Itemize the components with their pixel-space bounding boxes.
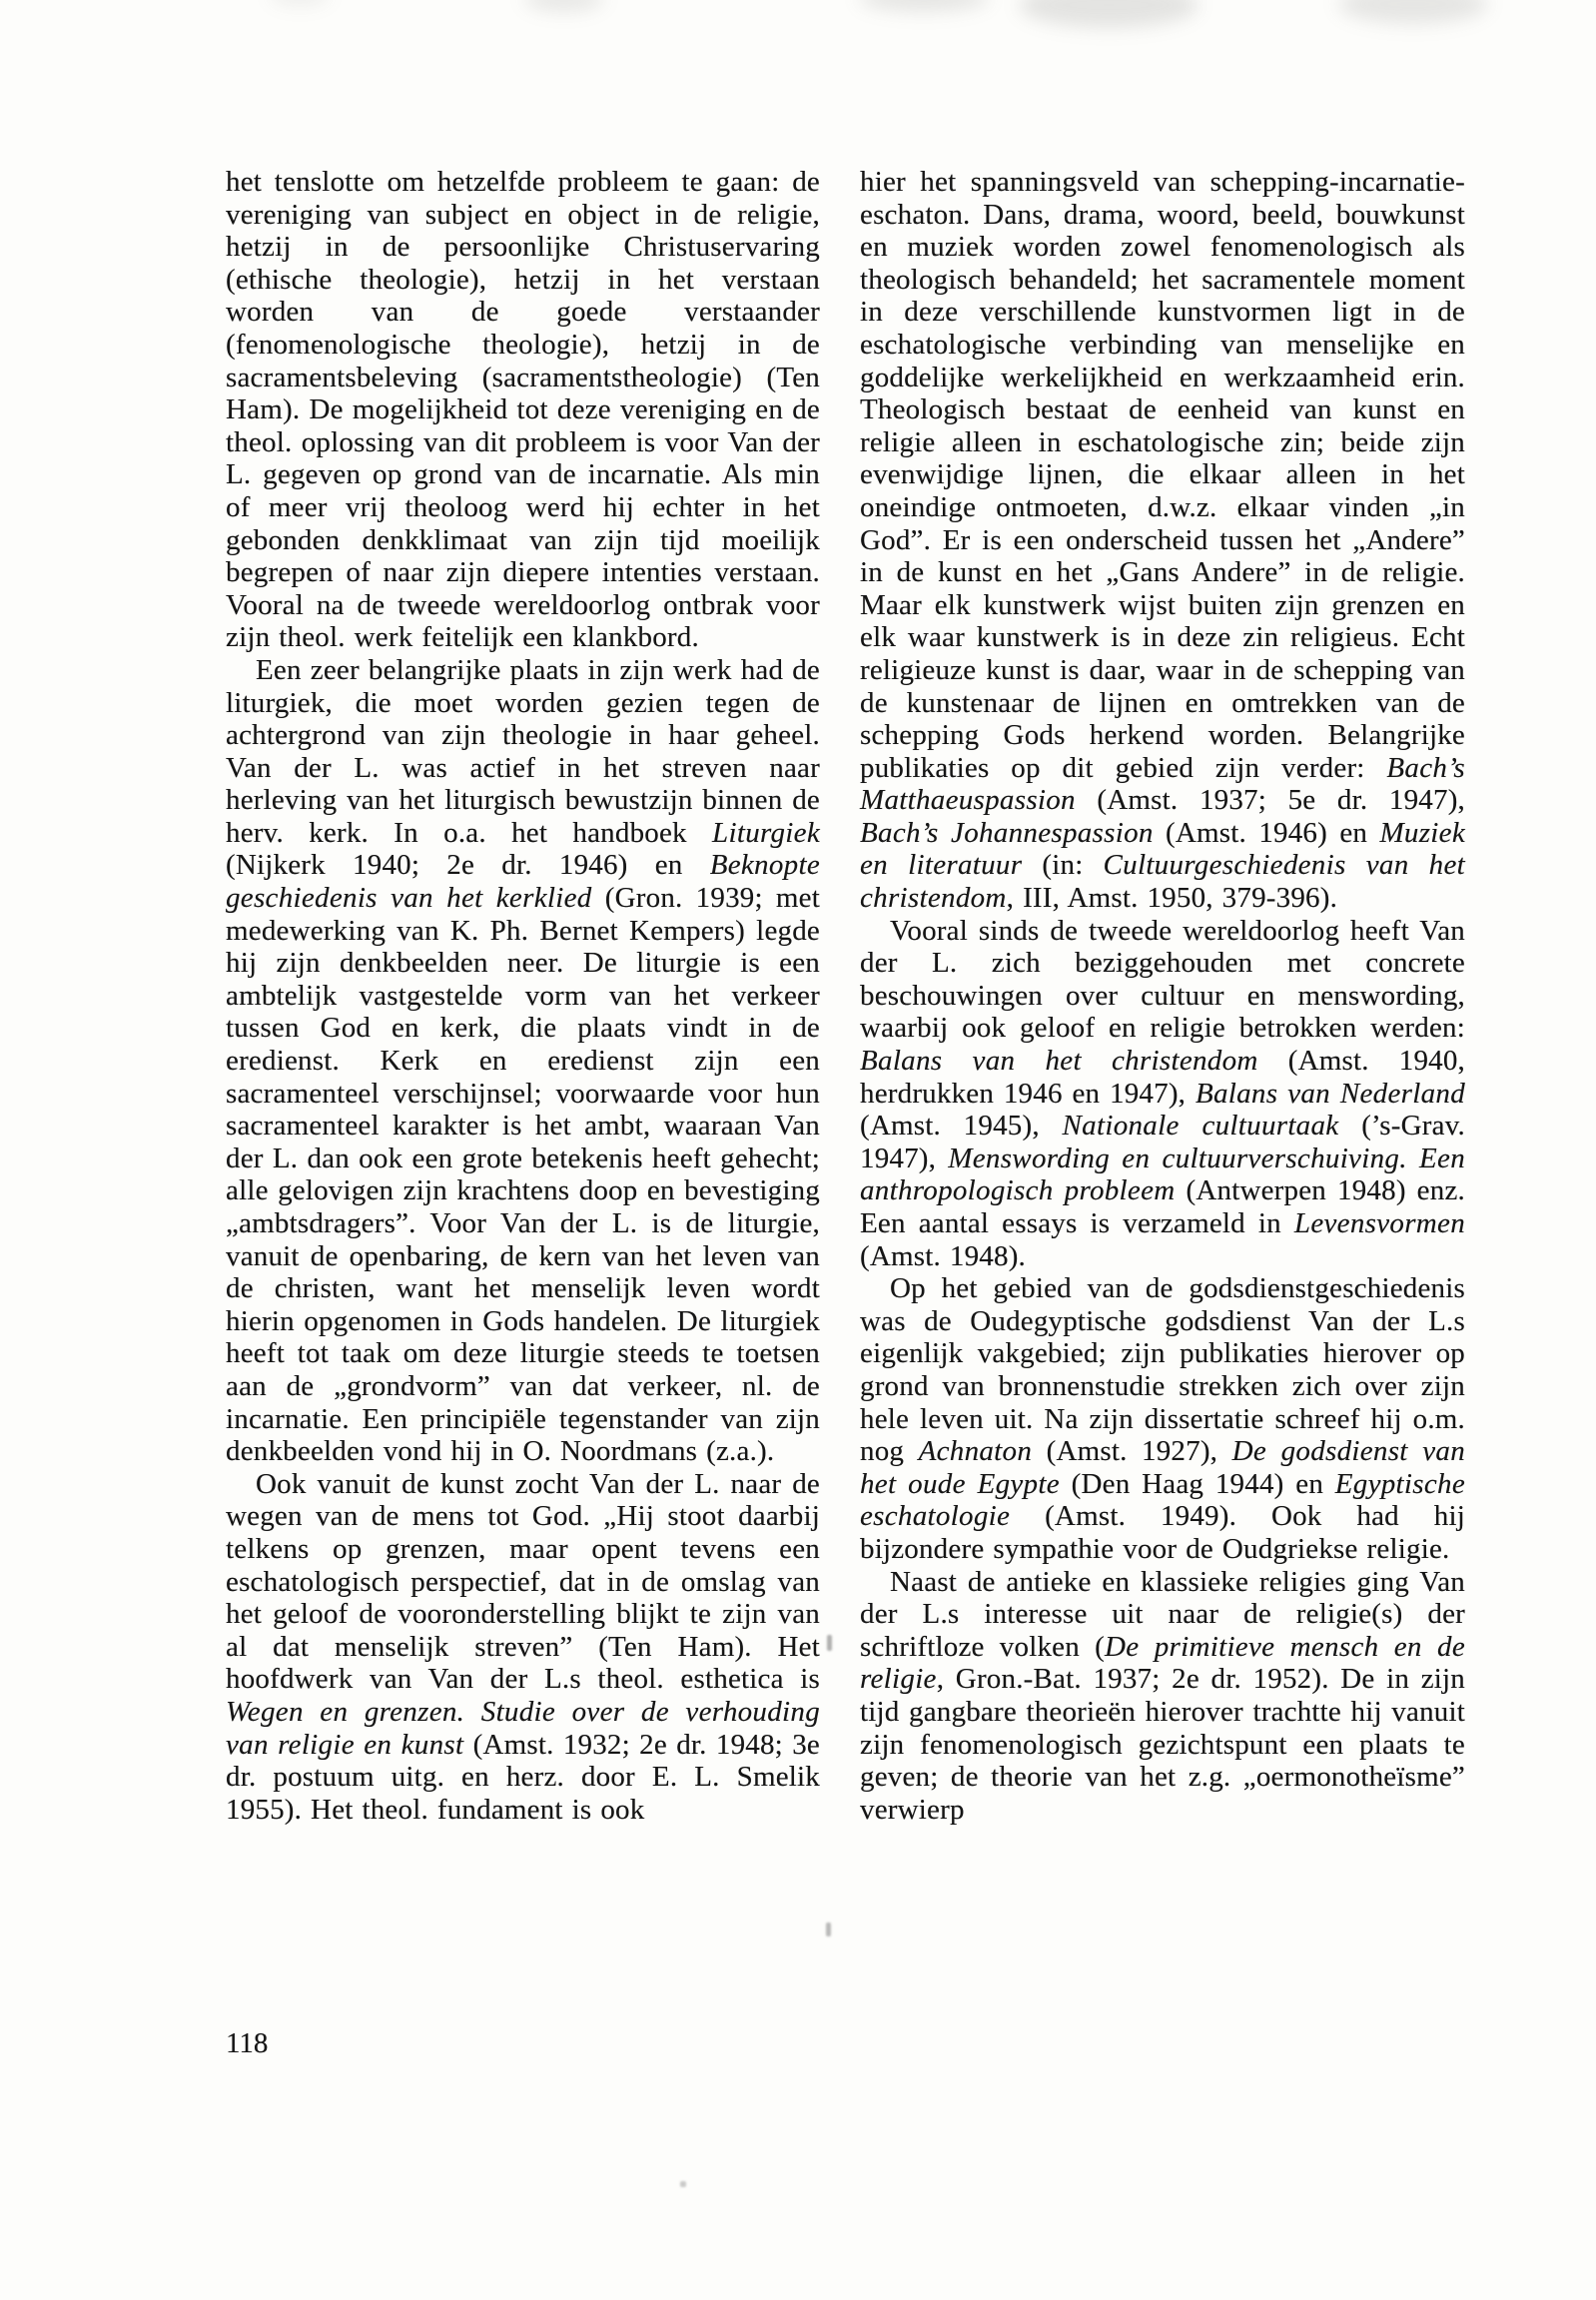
- text-segment: (Amst. 1946) en: [1153, 816, 1380, 849]
- scan-ghosting-artifact: [1019, 0, 1198, 28]
- text-segment: (Amst. 1937; 5e dr. 1947),: [1075, 784, 1465, 817]
- italic-text-segment: Egyptische eschatologie: [860, 1467, 1465, 1533]
- italic-text-segment: De godsdienst van het oude Egypte: [860, 1435, 1465, 1500]
- text-segment: het tenslotte om hetzelfde probleem te gaan: de vereniging van subject en object in de religie, hetzij in de persoonlijke Christuservaring (ethische theologie), hetzij in het verstaan worden van de goede verstaander (fenomenologische theologie), hetzij in de sacramentsbeleving (sacramentstheologie) (Ten Ham). De mogelijkheid tot deze vereniging en de theol. oplossing van dit probleem is voor Van der L. gegeven op grond van de incarnatie. Als min of meer vrij theoloog werd hij echter in het gebonden denkklimaat van zijn tijd moeilijk begrepen of naar zijn diepere intenties verstaan. Vooral na de tweede wereldoorlog ontbrak voor zijn theol. werk feitelijk een klankbord.: [226, 166, 820, 654]
- italic-text-segment: Cultuurgeschiedenis van het christendom: [860, 849, 1465, 915]
- italic-text-segment: Balans van Nederland: [1195, 1077, 1465, 1110]
- text-segment: Ook vanuit de kunst zocht Van der L. naar de wegen van de mens tot God. „Hij stoot daarbij telkens op grenzen, maar opent tevens een eschatologisch perspectief, dat in de omslag van het geloof de vooronderstelling blijkt te zijn van al dat menselijk streven” (Ten Ham). Het hoofdwerk van Van der L.s theol. esthetica is: [226, 1467, 820, 1696]
- scan-speck-artifact: [827, 1635, 832, 1651]
- scan-ghosting-artifact: [524, 0, 604, 12]
- italic-text-segment: Menswording en cultuurverschuiving. Een anthropologisch probleem: [860, 1142, 1466, 1207]
- text-segment: (Den Haag 1944) en: [1059, 1467, 1335, 1500]
- text-segment: (Amst. 1945),: [860, 1110, 1063, 1143]
- italic-text-segment: Bach’s Johannespassion: [860, 816, 1154, 849]
- italic-text-segment: De primitieve mensch en de religie: [860, 1630, 1465, 1696]
- paragraph: [860, 915, 1465, 1273]
- paragraph: [226, 654, 820, 1468]
- italic-text-segment: Bach’s Matthaeuspassion: [860, 751, 1465, 817]
- text-segment: (Amst. 1949). Ook had hij bijzondere sympathie voor de Oudgriekse religie.: [860, 1500, 1465, 1565]
- paragraph: [860, 1272, 1465, 1565]
- italic-text-segment: Levensvormen: [1293, 1207, 1465, 1239]
- text-segment: Vooral sinds de tweede wereldoorlog heeft Van der L. zich beziggehouden met concrete beschouwingen over cultuur en menswording, waarbij ook geloof en religie betrokken werden:: [860, 914, 1465, 1045]
- text-segment: (Amst. 1932; 2e dr. 1948; 3e dr. postuum uitg. en herz. door E. L. Smelik 1955). Het theol. fundament is ook: [226, 1728, 820, 1826]
- text-segment: Naast de antieke en klassieke religies ging Van der L.s interesse uit naar de religie(s) der schriftloze volken (: [860, 1565, 1465, 1663]
- italic-text-segment: Liturgiek: [712, 816, 820, 849]
- scan-ghosting-artifact: [270, 0, 330, 6]
- page-number: 118: [226, 2027, 269, 2059]
- text-segment: Een zeer belangrijke plaats in zijn werk had de liturgiek, die moet worden gezien tegen de achtergrond van zijn theologie in haar geheel. Van der L. was actief in het streven naar herleving van het liturgisch bewustzijn binnen de herv. kerk. In o.a. het handboek: [226, 653, 820, 849]
- text-segment: (Antwerpen 1948) enz. Een aantal essays is verzameld in: [860, 1174, 1465, 1239]
- left-column: [226, 166, 820, 1826]
- text-segment: hier het spanningsveld van schepping-incarnatie-eschaton. Dans, drama, woord, beeld, bouwkunst en muziek worden zowel fenomenologisch als theologisch behandeld; het sacramentele moment in deze verschillende kunstvormen ligt in de eschatologische verbinding van menselijke en goddelijke werkelijkheid en werkzaamheid erin. Theologisch bestaat de eenheid van kunst en religie alleen in eschatologische zin; beide zijn evenwijdige lijnen, die elkaar alleen in het oneindige ontmoeten, d.w.z. elkaar vinden „in God”. Er is een onderscheid tussen het „Andere” in de kunst en het „Gans Andere” in de religie. Maar elk kunstwerk wijst buiten zijn grenzen en elk waar kunstwerk is in deze zin religieus. Echt religieuze kunst is daar, waar in de schepping van de kunstenaar de lijnen en omtrekken van de schepping Gods herkend worden. Belangrijke publikaties op dit gebied zijn verder:: [860, 166, 1465, 784]
- paragraph: [860, 166, 1465, 915]
- italic-text-segment: Muziek en literatuur: [860, 816, 1465, 882]
- paragraph: [860, 1566, 1465, 1827]
- text-segment: (Gron. 1939; met medewerking van K. Ph. Bernet Kempers) legde hij zijn denkbeelden neer. De liturgie is een ambtelijk vastgestelde vorm van het verkeer tussen God en kerk, die plaats vindt in de eredienst. Kerk en eredienst zijn een sacramenteel verschijnsel; voorwaarde voor hun sacramenteel karakter is het ambt, waaraan Van der L. dan ook een grote betekenis heeft gehecht; alle gelovigen zijn krachtens doop en bevestiging „ambtsdragers”. Voor Van der L. is de liturgie, vanuit de openbaring, de kern van het leven van de christen, want het menselijk leven wordt hierin opgenomen in Gods handelen. De liturgiek heeft tot taak om deze liturgie steeds te toetsen aan de „grondvorm” van dat verkeer, nl. de incarnatie. Een principiële tegenstander van zijn denkbeelden vond hij in O. Noordmans (z.a.).: [226, 882, 821, 1468]
- italic-text-segment: Beknopte geschiedenis van het kerklied: [226, 849, 820, 915]
- paragraph: [226, 1468, 820, 1827]
- scan-ghosting-artifact: [1338, 0, 1488, 24]
- text-segment: (Amst. 1927),: [1032, 1435, 1232, 1468]
- text-segment: (Nijkerk 1940; 2e dr. 1946) en: [226, 849, 710, 882]
- text-segment: , Gron.-Bat. 1937; 2e dr. 1952). De in zijn tijd gangbare theorieën hierover trachtte hij vanuit zijn fenomenologisch gezichtspunt een plaats te geven; de theorie van het z.g. „oermonotheïsme” verwierp: [860, 1663, 1465, 1826]
- italic-text-segment: Wegen en grenzen. Studie over de verhouding van religie en kunst: [226, 1695, 820, 1761]
- text-segment: , III, Amst. 1950, 379-396).: [1006, 882, 1338, 915]
- text-segment: (in:: [1022, 849, 1104, 882]
- italic-text-segment: Achnaton: [918, 1435, 1033, 1468]
- text-segment: Op het gebied van de godsdienstgeschiedenis was de Oudegyptische godsdienst Van der L.s eigenlijk vakgebied; zijn publikaties hierover op grond van bronnenstudie strekken zich over zijn hele leven uit. Na zijn dissertatie schreef hij o.m. nog: [860, 1272, 1465, 1468]
- text-segment: (Amst. 1940, herdrukken 1946 en 1947),: [860, 1045, 1465, 1110]
- scan-speck-artifact: [680, 2181, 686, 2187]
- text-segment: (Amst. 1948).: [860, 1239, 1027, 1272]
- right-column: [860, 166, 1465, 1826]
- italic-text-segment: Nationale cultuurtaak: [1062, 1110, 1339, 1143]
- paragraph: [226, 166, 820, 654]
- text-segment: (’s-Grav. 1947),: [860, 1110, 1465, 1174]
- italic-text-segment: Balans van het christendom: [860, 1045, 1258, 1078]
- scan-ghosting-artifact: [859, 0, 989, 12]
- scan-speck-artifact: [826, 1922, 831, 1936]
